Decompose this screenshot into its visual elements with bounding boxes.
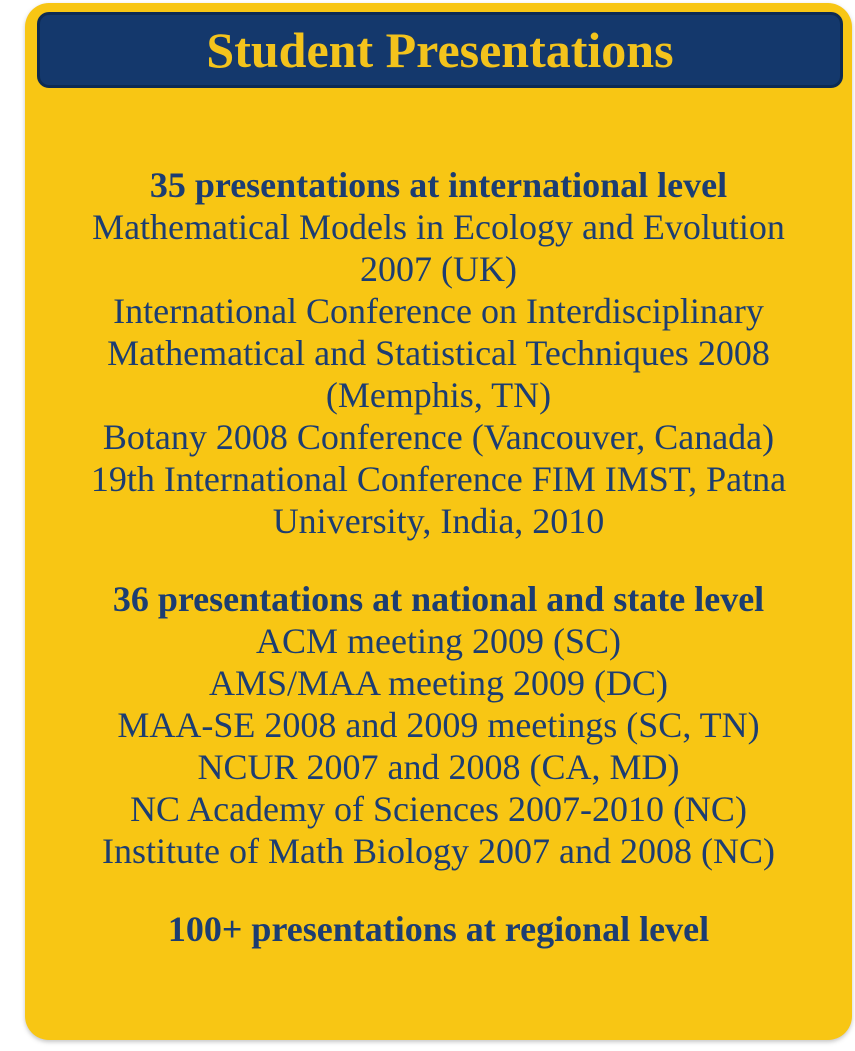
presentation-line: (Memphis, TN): [325, 375, 552, 415]
presentation-line: NC Academy of Sciences 2007-2010 (NC): [130, 789, 747, 829]
presentation-line: Mathematical Models in Ecology and Evolution: [92, 207, 785, 247]
presentation-line: NCUR 2007 and 2008 (CA, MD): [197, 747, 680, 787]
section-regional: [25, 908, 852, 950]
slide-body: [25, 88, 852, 950]
presentation-line: 19th International Conference FIM IMST, Patna: [90, 459, 787, 499]
page-title: Student Presentations: [206, 22, 674, 78]
presentation-line: Botany 2008 Conference (Vancouver, Canada): [102, 417, 775, 457]
header-bar: [37, 12, 843, 88]
student-presentations-card: [25, 3, 852, 1040]
presentation-line: International Conference on Interdisciplinary: [113, 291, 764, 331]
section-international-heading: 35 presentations at international level: [149, 165, 728, 205]
section-regional-heading: 100+ presentations at regional level: [167, 909, 710, 949]
section-national-state-heading: 36 presentations at national and state level: [112, 579, 765, 619]
section-international: [25, 164, 852, 542]
presentation-line: Institute of Math Biology 2007 and 2008 (NC): [102, 831, 775, 871]
presentation-line: University, India, 2010: [272, 501, 605, 541]
presentation-line: MAA-SE 2008 and 2009 meetings (SC, TN): [117, 705, 760, 745]
presentation-line: AMS/MAA meeting 2009 (DC): [209, 663, 668, 703]
presentation-line: Mathematical and Statistical Techniques 2008: [107, 333, 770, 373]
section-national-state: [25, 578, 852, 872]
presentation-line: 2007 (UK): [360, 249, 517, 289]
presentation-line: ACM meeting 2009 (SC): [256, 621, 621, 661]
